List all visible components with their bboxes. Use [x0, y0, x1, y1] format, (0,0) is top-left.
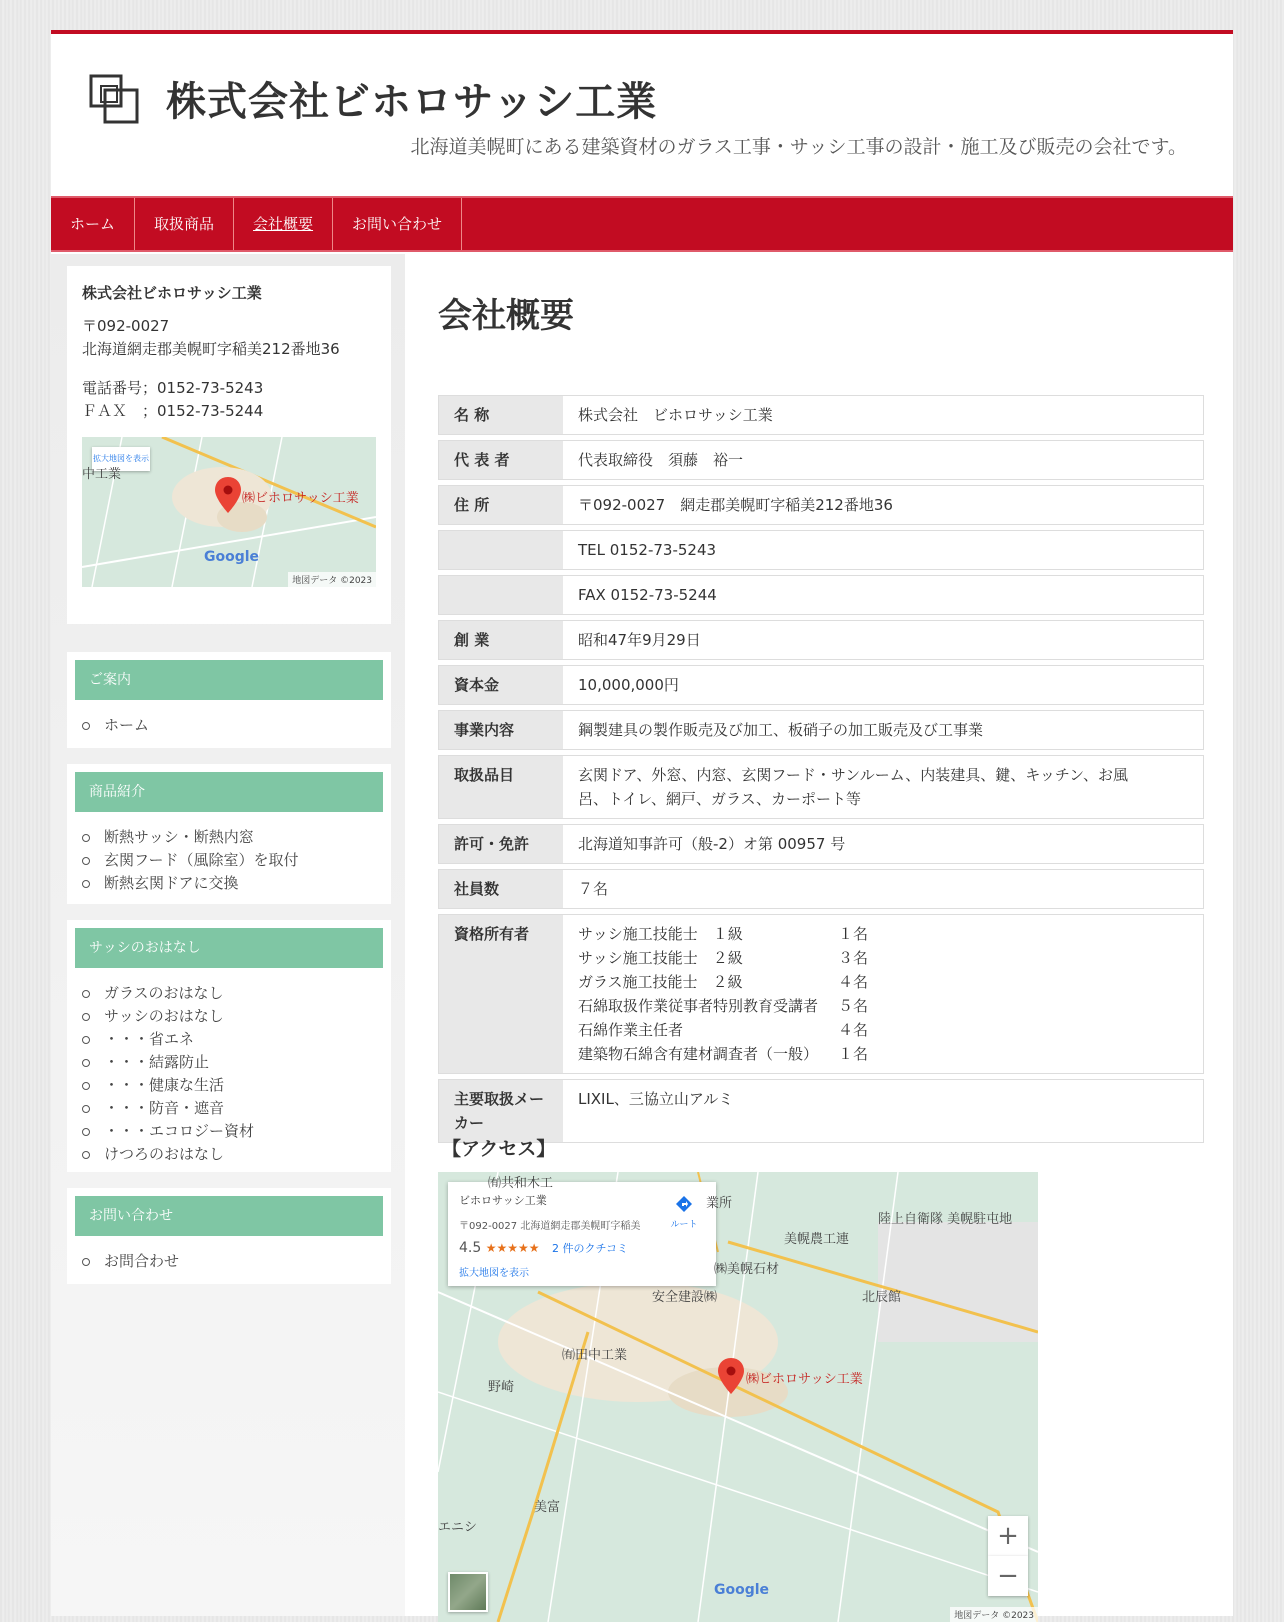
map-pin-icon[interactable] [215, 477, 241, 513]
products-widget [67, 764, 391, 904]
map-card-reviews-link[interactable]: 2 件のクチコミ [551, 1242, 629, 1255]
page [51, 30, 1233, 1621]
table-row [438, 485, 1204, 525]
company-tel: 電話番号；0152-73-5243 [82, 379, 264, 397]
table-row [438, 620, 1204, 660]
row-value: 10,000,000円 [563, 665, 1204, 705]
row-label: 許可・免許 [438, 824, 563, 864]
map-attribution: 地図データ ©2023 [950, 1607, 1038, 1622]
map-place-label: 美富 [534, 1500, 561, 1515]
row-label: 取扱品目 [438, 755, 563, 819]
products-heading: 商品紹介 [75, 772, 383, 812]
sash-talk-link[interactable]: ・・・結露防止 [82, 1051, 391, 1074]
qualification-name: 石綿取扱作業従事者特別教育受講者 [578, 997, 819, 1015]
company-address: 北海道網走郡美幌町字稲美212番地36 [82, 340, 340, 358]
qualification-name: ガラス施工技能士 ２級 [578, 973, 743, 991]
sidebar-map-larger-button[interactable]: 拡大地図を表示 [92, 447, 150, 471]
main-nav [51, 196, 1233, 252]
products-link[interactable]: 断熱サッシ・断熱内窓 [82, 826, 391, 849]
sash-talk-link[interactable]: ・・・省エネ [82, 1028, 391, 1051]
map-place-label: 野崎 [488, 1380, 515, 1395]
map-pin-icon[interactable] [718, 1358, 744, 1394]
map-card-rating-row [459, 1240, 705, 1256]
qualification-count: ４名 [838, 1021, 869, 1039]
qualifications-list [563, 914, 1204, 1074]
map-larger-link[interactable]: 拡大地図を表示 [459, 1268, 529, 1279]
table-row [438, 665, 1204, 705]
map-card-title: ビホロサッシ工業 [459, 1194, 547, 1207]
table-row [438, 914, 1204, 1074]
row-value: 昭和47年9月29日 [563, 620, 1204, 660]
directions-icon [674, 1194, 694, 1214]
sash-talk-link[interactable]: サッシのおはなし [82, 1005, 391, 1028]
site-tagline: 北海道美幌町にある建築資材のガラス工事・サッシ工事の設計・施工及び販売の会社です。 [410, 136, 1187, 158]
sash-talk-link[interactable]: ・・・防音・遮音 [82, 1097, 391, 1120]
sidebar-map[interactable] [82, 437, 376, 587]
row-label: 住 所 [438, 485, 563, 525]
row-label: 代 表 者 [438, 440, 563, 480]
table-row [438, 710, 1204, 750]
row-value: 代表取締役 須藤 裕一 [563, 440, 1204, 480]
company-info-table [438, 390, 1204, 1148]
company-name: 株式会社ビホロサッシ工業 [82, 284, 262, 302]
logo-icon[interactable] [89, 74, 141, 126]
site-title[interactable]: 株式会社ビホロサッシ工業 [166, 79, 658, 125]
map-place-label: ㈲共和木工 [488, 1176, 554, 1191]
table-row [438, 755, 1204, 819]
qualification-count: ５名 [838, 997, 869, 1015]
map-card-rating: 4.5 [459, 1240, 482, 1256]
google-logo: Google [714, 1582, 770, 1598]
row-label [438, 575, 563, 615]
company-postal: 〒092-0027 [82, 317, 170, 335]
map-place-label: 北辰館 [862, 1290, 902, 1305]
guide-link-home[interactable]: ホーム [82, 714, 391, 737]
map-place-label: 安全建設㈱ [652, 1290, 718, 1305]
qualification-name: 石綿作業主任者 [578, 1021, 684, 1039]
map-place-label: ㈲田中工業 [562, 1348, 628, 1363]
site-header [51, 34, 1233, 194]
row-value: 株式会社 ビホロサッシ工業 [563, 395, 1204, 435]
sidebar-map-attribution: 地図データ ©2023 [288, 572, 376, 587]
row-value: 玄関ドア、外窓、内窓、玄関フード・サンルーム、内装建具、鍵、キッチン、お風呂、トイレ、網戸、ガラス、カーポート等 [563, 755, 1204, 819]
products-link[interactable]: 断熱玄関ドアに交換 [82, 872, 391, 895]
zoom-in-button[interactable]: + [988, 1516, 1028, 1556]
access-heading: 【アクセス】 [442, 1138, 556, 1160]
company-fax: ＦＡＸ ；0152-73-5244 [82, 402, 264, 420]
qualification-count: １名 [838, 925, 869, 943]
sidebar-map-pin-label: ㈱ビホロサッシ工業 [242, 491, 359, 506]
sash-talk-link[interactable]: ・・・エコロジー資材 [82, 1120, 391, 1143]
guide-heading: ご案内 [75, 660, 383, 700]
nav-contact[interactable]: お問い合わせ [333, 198, 462, 250]
sash-talk-heading: サッシのおはなし [75, 928, 383, 968]
row-label: 事業内容 [438, 710, 563, 750]
qualification-count: ３名 [838, 949, 869, 967]
page-title: 会社概要 [438, 296, 574, 336]
table-row [438, 824, 1204, 864]
map-place-label: 美幌農工連 [784, 1232, 850, 1247]
company-widget [67, 266, 391, 624]
map-place-label: 業所 [706, 1196, 733, 1211]
map-place-label: 陸上自衛隊 美幌駐屯地 [878, 1212, 1013, 1227]
row-label: 名 称 [438, 395, 563, 435]
qualification-name: 建築物石綿含有建材調査者（一般） [578, 1045, 819, 1063]
table-row [438, 869, 1204, 909]
qualification-count: １名 [838, 1045, 869, 1063]
row-value: LIXIL、三協立山アルミ [563, 1079, 1204, 1143]
row-label: 資格所有者 [438, 914, 563, 1074]
contact-widget [67, 1188, 391, 1284]
guide-widget [67, 652, 391, 748]
access-map[interactable] [438, 1172, 1038, 1622]
contact-link[interactable]: お問合わせ [82, 1250, 391, 1273]
nav-products[interactable]: 取扱商品 [135, 198, 234, 250]
satellite-toggle[interactable] [448, 1572, 488, 1612]
row-value: TEL 0152-73-5243 [563, 530, 1204, 570]
row-label: 創 業 [438, 620, 563, 660]
star-rating-icon: ★★★★★ [485, 1241, 540, 1255]
map-place-label: ㈱美幌石材 [714, 1262, 780, 1277]
map-place-label: エニシ [438, 1520, 478, 1535]
table-row [438, 440, 1204, 480]
sidebar-map-side-label: 中工業 [82, 467, 122, 482]
table-row [438, 530, 1204, 570]
qualification-count: ４名 [838, 973, 869, 991]
directions-button[interactable] [670, 1194, 698, 1230]
nav-home[interactable]: ホーム [51, 198, 135, 250]
google-logo: Google [204, 549, 260, 565]
row-label: 主要取扱メーカー [438, 1079, 563, 1143]
table-row [438, 575, 1204, 615]
map-card-address: 〒092-0027 北海道網走郡美幌町字稲美 [459, 1221, 641, 1232]
products-link[interactable]: 玄関フード（風除室）を取付 [82, 849, 391, 872]
map-place-card [448, 1182, 716, 1286]
sash-talk-link[interactable]: けつろのおはなし [82, 1143, 391, 1166]
row-value: ７名 [563, 869, 1204, 909]
contact-heading: お問い合わせ [75, 1196, 383, 1236]
nav-company-profile[interactable]: 会社概要 [234, 198, 333, 250]
directions-label: ルート [670, 1220, 698, 1230]
sash-talk-link[interactable]: ガラスのおはなし [82, 982, 391, 1005]
row-value: 北海道知事許可（般-2）オ第 00957 号 [563, 824, 1204, 864]
row-label: 社員数 [438, 869, 563, 909]
map-business-label: ㈱ビホロサッシ工業 [746, 1372, 863, 1387]
sash-talk-widget [67, 920, 391, 1172]
qualification-name: サッシ施工技能士 ２級 [578, 949, 743, 967]
sash-talk-link[interactable]: ・・・健康な生活 [82, 1074, 391, 1097]
row-label: 資本金 [438, 665, 563, 705]
row-value: FAX 0152-73-5244 [563, 575, 1204, 615]
row-value: 〒092-0027 網走郡美幌町字稲美212番地36 [563, 485, 1204, 525]
qualification-name: サッシ施工技能士 １級 [578, 925, 743, 943]
zoom-out-button[interactable]: − [988, 1556, 1028, 1596]
table-row [438, 395, 1204, 435]
row-value: 鋼製建具の製作販売及び加工、板硝子の加工販売及び工事業 [563, 710, 1204, 750]
sidebar [51, 254, 405, 1616]
row-label [438, 530, 563, 570]
